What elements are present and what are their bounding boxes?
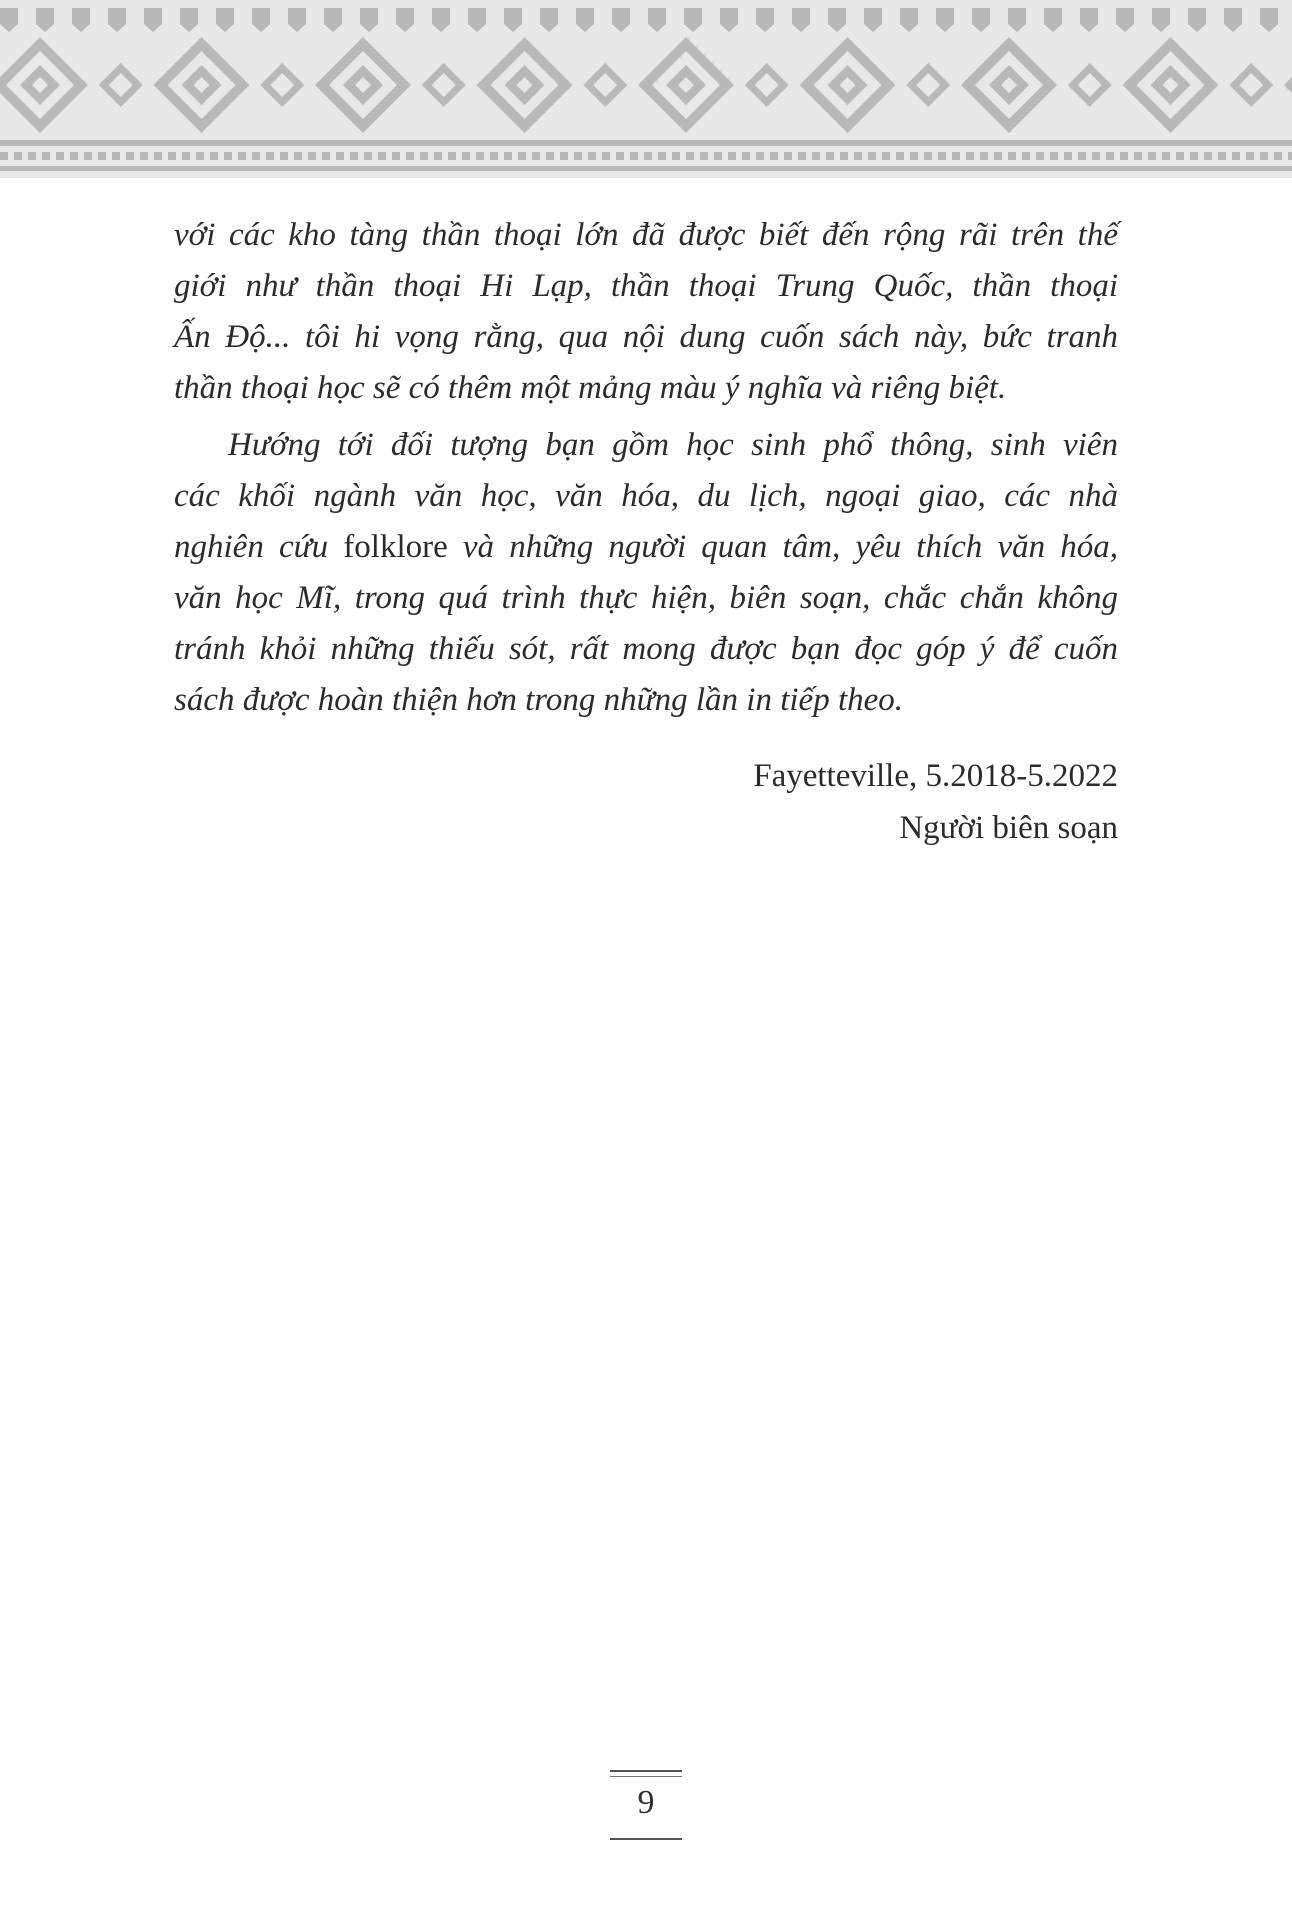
border-dot (574, 152, 582, 160)
border-dot (308, 152, 316, 160)
border-dot (210, 152, 218, 160)
border-dot (546, 152, 554, 160)
border-dot (868, 152, 876, 160)
border-dot (714, 152, 722, 160)
border-step-motif (612, 8, 630, 32)
border-dot (420, 152, 428, 160)
border-dot (434, 152, 442, 160)
border-dot (98, 152, 106, 160)
border-dot (616, 152, 624, 160)
border-dot (1232, 152, 1240, 160)
border-dot (588, 152, 596, 160)
border-dot (1288, 152, 1292, 160)
text-line (174, 210, 1118, 261)
border-dot (154, 152, 162, 160)
signature-block (174, 750, 1118, 854)
text-segment: giới như thần thoại Hi Lạp, thần thoại Trung Quốc, thần thoại (174, 268, 1118, 304)
border-dot (322, 152, 330, 160)
border-dot (728, 152, 736, 160)
border-dot (462, 152, 470, 160)
border-dot (0, 152, 8, 160)
text-line (174, 624, 1118, 675)
border-step-motif (252, 8, 270, 32)
border-dot (784, 152, 792, 160)
border-dot (1022, 152, 1030, 160)
border-step-motif (144, 8, 162, 32)
border-dot (980, 152, 988, 160)
border-dot (560, 152, 568, 160)
text-segment: và những người quan tâm, yêu thích văn hóa, (447, 529, 1118, 565)
border-step-motif (0, 8, 18, 32)
border-dot (252, 152, 260, 160)
border-pattern (0, 0, 1292, 178)
border-step-motif (396, 8, 414, 32)
text-line (174, 471, 1118, 522)
border-dot (336, 152, 344, 160)
text-segment: sách được hoàn thiện hơn trong những lần in tiếp theo. (174, 682, 904, 718)
border-dot (770, 152, 778, 160)
border-dot (140, 152, 148, 160)
border-dot (378, 152, 386, 160)
paragraph (174, 420, 1118, 726)
border-dot (364, 152, 372, 160)
border-step-motif (324, 8, 342, 32)
border-step-motif (1044, 8, 1062, 32)
border-step-motif (648, 8, 666, 32)
border-dot (490, 152, 498, 160)
page-number-rule-bottom (610, 1838, 682, 1840)
border-step-motif (540, 8, 558, 32)
border-dot (1078, 152, 1086, 160)
border-dot (70, 152, 78, 160)
border-dot (266, 152, 274, 160)
text-line (174, 261, 1118, 312)
text-line (174, 522, 1118, 573)
border-dot (924, 152, 932, 160)
border-dot (938, 152, 946, 160)
border-dot (350, 152, 358, 160)
border-step-motif (936, 8, 954, 32)
page-footer (610, 1770, 682, 1842)
decorative-border (0, 0, 1292, 178)
text-segment: với các kho tàng thần thoại lớn đã được biết đến rộng rãi trên thế (174, 217, 1118, 253)
border-dot (518, 152, 526, 160)
border-dot (1050, 152, 1058, 160)
border-step-motif (36, 8, 54, 32)
border-dot (126, 152, 134, 160)
border-dot (1260, 152, 1268, 160)
border-step-motif (360, 8, 378, 32)
border-dot (1106, 152, 1114, 160)
text-line (174, 312, 1118, 363)
border-dot (1274, 152, 1282, 160)
border-step-motif (1188, 8, 1206, 32)
border-dot (966, 152, 974, 160)
border-dot (1176, 152, 1184, 160)
border-dot (1036, 152, 1044, 160)
border-dot (994, 152, 1002, 160)
border-dot (1162, 152, 1170, 160)
border-dot (1008, 152, 1016, 160)
border-step-motif (1116, 8, 1134, 32)
border-dot (1218, 152, 1226, 160)
border-step-motif (900, 8, 918, 32)
border-dot (112, 152, 120, 160)
border-step-motif (684, 8, 702, 32)
border-step-motif (504, 8, 522, 32)
border-step-motif (1008, 8, 1026, 32)
border-step-motif (72, 8, 90, 32)
border-step-motif (756, 8, 774, 32)
text-line (174, 363, 1118, 414)
border-step-motif (1080, 8, 1098, 32)
border-dot (294, 152, 302, 160)
border-dot (1134, 152, 1142, 160)
border-dot (658, 152, 666, 160)
border-dot (224, 152, 232, 160)
text-segment: văn học Mĩ, trong quá trình thực hiện, biên soạn, chắc chắn không (174, 580, 1118, 616)
text-segment: Hướng tới đối tượng bạn gồm học sinh phổ thông, sinh viên (228, 427, 1118, 463)
text-line (174, 573, 1118, 624)
border-dot (532, 152, 540, 160)
border-dot (1064, 152, 1072, 160)
border-step-motif (1224, 8, 1242, 32)
border-dot (1204, 152, 1212, 160)
border-dot (42, 152, 50, 160)
border-dot (238, 152, 246, 160)
border-dot (168, 152, 176, 160)
text-segment: folklore (343, 529, 448, 565)
signature-author-role: Người biên soạn (899, 810, 1118, 846)
border-dot (910, 152, 918, 160)
border-step-motif (108, 8, 126, 32)
border-band-line (0, 166, 1292, 171)
text-segment: nghiên cứu (174, 529, 344, 565)
border-dot (1190, 152, 1198, 160)
page-number-rule-top-thin (610, 1776, 682, 1777)
border-dot (196, 152, 204, 160)
border-step-motif (468, 8, 486, 32)
border-dot (742, 152, 750, 160)
border-dot (630, 152, 638, 160)
border-dot (1120, 152, 1128, 160)
border-dot (28, 152, 36, 160)
border-dot (826, 152, 834, 160)
border-dot (644, 152, 652, 160)
border-step-motif (864, 8, 882, 32)
border-step-motif (288, 8, 306, 32)
text-segment: Ấn Độ... tôi hi vọng rằng, qua nội dung cuốn sách này, bức tranh (174, 319, 1118, 355)
border-dot (686, 152, 694, 160)
border-dot (700, 152, 708, 160)
border-dot (392, 152, 400, 160)
border-diamond-motif (1284, 37, 1292, 133)
page-number-rule-top (610, 1770, 682, 1772)
border-dot (672, 152, 680, 160)
border-dot (882, 152, 890, 160)
text-line (174, 675, 1118, 726)
border-dot (182, 152, 190, 160)
border-dot (896, 152, 904, 160)
border-dot (1246, 152, 1254, 160)
text-line (174, 420, 1118, 471)
border-dot (812, 152, 820, 160)
border-dot (1092, 152, 1100, 160)
border-dot (56, 152, 64, 160)
page-number: 9 (637, 1784, 655, 1821)
border-dot (476, 152, 484, 160)
border-band-line (0, 140, 1292, 146)
border-dot (280, 152, 288, 160)
border-dot (602, 152, 610, 160)
border-step-motif (180, 8, 198, 32)
border-step-motif (216, 8, 234, 32)
body-text (174, 210, 1118, 732)
border-step-motif (432, 8, 450, 32)
border-dot (14, 152, 22, 160)
border-dot (840, 152, 848, 160)
border-step-motif (576, 8, 594, 32)
border-dot (854, 152, 862, 160)
paragraph (174, 210, 1118, 414)
border-step-motif (1152, 8, 1170, 32)
border-dot (448, 152, 456, 160)
border-dot (504, 152, 512, 160)
signature-place-date: Fayetteville, 5.2018-5.2022 (753, 758, 1118, 794)
text-segment: các khối ngành văn học, văn hóa, du lịch, ngoại giao, các nhà (174, 478, 1118, 514)
text-segment: tránh khỏi những thiếu sót, rất mong được bạn đọc góp ý để cuốn (174, 631, 1118, 667)
border-dot (756, 152, 764, 160)
border-dot (406, 152, 414, 160)
text-segment: thần thoại học sẽ có thêm một mảng màu ý nghĩa và riêng biệt. (174, 370, 1007, 406)
border-dot (798, 152, 806, 160)
border-dot (84, 152, 92, 160)
border-step-motif (1260, 8, 1278, 32)
border-dot (1148, 152, 1156, 160)
border-step-motif (720, 8, 738, 32)
border-step-motif (792, 8, 810, 32)
border-dot (952, 152, 960, 160)
border-step-motif (828, 8, 846, 32)
border-step-motif (972, 8, 990, 32)
